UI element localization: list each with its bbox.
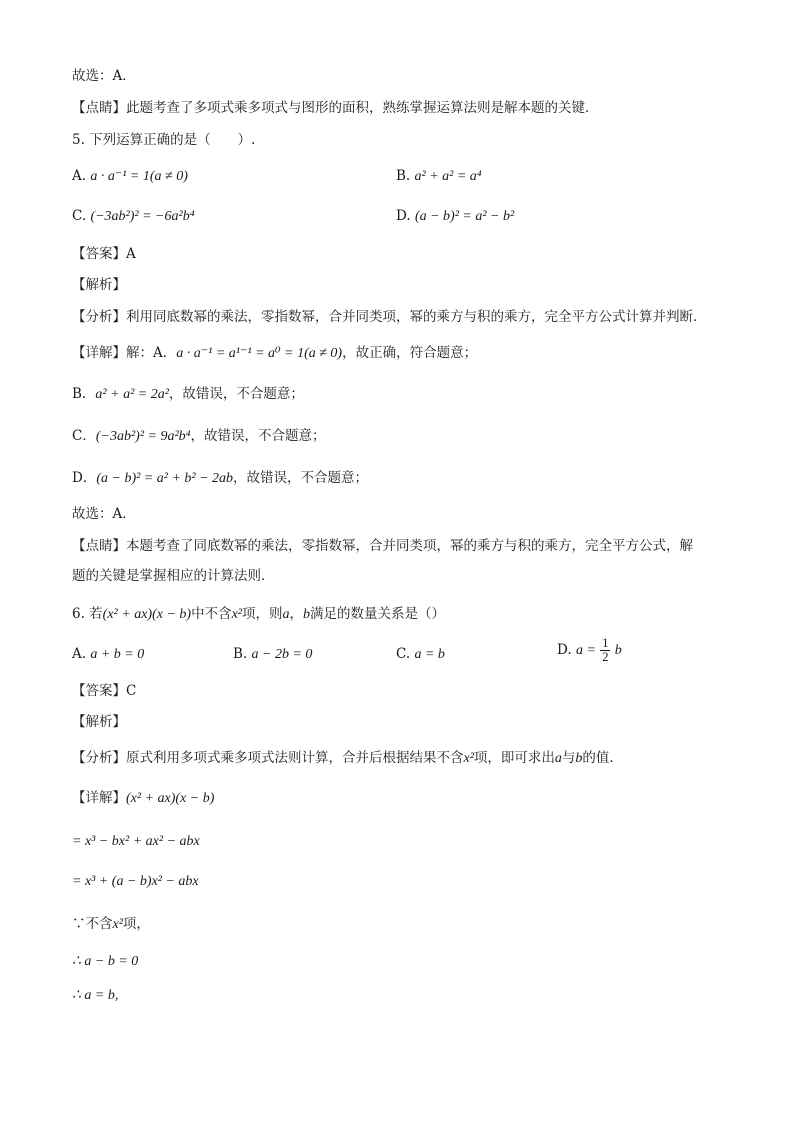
q5-conclusion: 故选：A．: [72, 506, 136, 522]
q5-detail-c: C．(−3ab²)² = 9a²b⁴，故错误，不合题意；: [72, 428, 326, 444]
option-label: D.: [396, 208, 411, 224]
q6-step-2: = x³ + (a − b)x² − abx: [72, 874, 199, 889]
q5-option-b: [396, 166, 482, 187]
option-label: A.: [72, 168, 87, 184]
q6-option-c: C. a = b: [396, 646, 445, 662]
option-math: a · a⁻¹ = 1(a ≠ 0): [90, 169, 188, 184]
q6-option-b: B. a − 2b = 0: [233, 646, 313, 662]
option-math: a² + a² = a⁴: [414, 169, 482, 184]
q5-comment-2: 题的关键是掌握相应的计算法则．: [72, 568, 275, 584]
q6-step-1: = x³ − bx² + ax² − abx: [72, 834, 200, 849]
fraction-one-half: $\frac{1}{2}$: [602, 636, 609, 664]
q5-detail-a: 【详解】解：A．a · a⁻¹ = a¹⁻¹ = a⁰ = 1(a ≠ 0)，故正确，符合题意；: [72, 345, 478, 361]
q5-option-a: [72, 166, 188, 187]
question-5-stem: 5. 下列运算正确的是（ ）.: [72, 132, 256, 148]
q5-detail-d: D．(a − b)² = a² + b² − 2ab，故错误，不合题意；: [72, 470, 369, 486]
q5-answer: 【答案】A: [72, 246, 136, 262]
option-label: C.: [72, 208, 87, 224]
q5-comment-1: 【点睛】本题考查了同底数幂的乘法，零指数幂，合并同类项，幂的乘方与积的乘方，完全平方公式，解: [72, 538, 693, 554]
q5-analysis: 【分析】利用同底数幂的乘法，零指数幂，合并同类项，幂的乘方与积的乘方，完全平方公式计算并判断．: [72, 309, 707, 325]
q6-analysis: 【分析】原式利用多项式乘多项式法则计算，合并后根据结果不含x²项，即可求出a与b的值．: [72, 750, 623, 766]
q6-detail: 【详解】(x² + ax)(x − b): [72, 790, 215, 806]
conclusion-line: 故选：A．: [72, 68, 136, 84]
option-label: B.: [396, 168, 411, 184]
q5-detail-b: B．a² + a² = 2a²，故错误，不合题意；: [72, 386, 304, 402]
q6-option-a: A. a + b = 0: [72, 646, 145, 662]
q6-option-d: D. a = $\frac{1}{2}$ b: [557, 636, 622, 664]
q6-therefore-1: ∴ a − b = 0: [72, 954, 139, 969]
q5-analysis-heading: 【解析】: [72, 277, 126, 293]
q5-option-d: [396, 206, 514, 227]
option-math: (a − b)² = a² − b²: [414, 209, 515, 224]
option-math: (−3ab²)² = −6a²b⁴: [90, 209, 195, 224]
comment-line: 【点睛】此题考查了多项式乘多项式与图形的面积，熟练掌握运算法则是解本题的关键．: [72, 100, 599, 116]
q6-answer: 【答案】C: [72, 683, 137, 699]
q6-therefore-2: ∴ a = b,: [72, 988, 119, 1003]
q5-option-c: [72, 206, 195, 227]
question-6-stem: 6. 若(x² + ax)(x − b)中不含x²项，则a，b满足的数量关系是（）: [72, 606, 445, 622]
q6-analysis-heading: 【解析】: [72, 714, 126, 730]
q6-because: ∵不含x²项，: [72, 916, 150, 932]
